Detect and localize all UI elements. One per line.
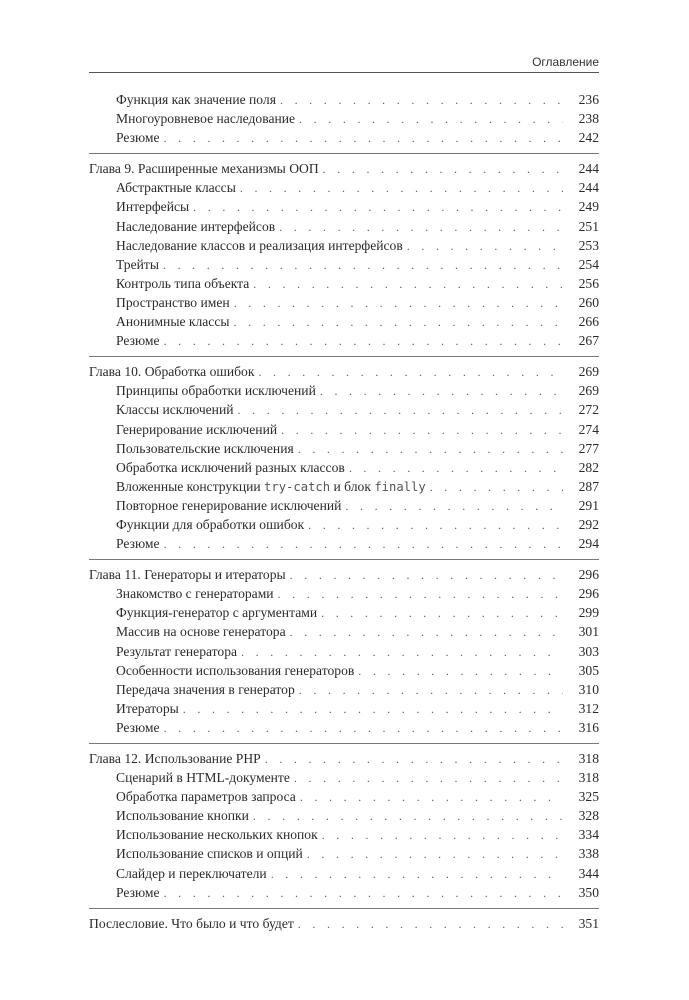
toc-entry-title: Функции для обработки ошибок [116,516,305,532]
page-number: 251 [578,218,599,234]
page-number: 316 [578,719,599,735]
toc-entry[interactable] [89,584,599,603]
toc-entry-title [116,477,430,496]
toc-entry[interactable] [89,293,599,312]
page-number: 253 [578,237,599,253]
page-number: 266 [578,314,599,330]
dot-leader [253,807,563,825]
page-number: 325 [578,789,599,805]
dot-leader [298,915,563,933]
page-number: 351 [578,915,599,931]
dot-leader [258,363,563,381]
toc-entry[interactable] [89,400,599,419]
toc-entry-title: Пользовательские исключения [116,440,294,456]
dot-leader [290,623,563,641]
page-number: 249 [578,199,599,215]
toc-entry[interactable] [89,603,599,622]
dot-leader [322,826,563,844]
dot-leader [234,294,563,312]
page-number: 272 [578,402,599,418]
toc-entry[interactable] [89,844,599,863]
toc-section [89,559,599,743]
dot-leader [241,643,563,661]
page-number: 238 [578,111,599,127]
dot-leader [280,91,563,109]
toc-entry-title: Знакомство с генераторами [116,586,274,602]
dot-leader [163,256,563,274]
dot-leader [307,845,563,863]
toc-entry[interactable] [89,420,599,439]
dot-leader [278,585,563,603]
dot-leader [407,237,563,255]
dot-leader [279,218,563,236]
toc-entry[interactable] [89,496,599,515]
toc-entry-title: Использование списков и опций [116,846,303,862]
page-number: 274 [578,421,599,437]
toc-entry[interactable] [89,381,599,400]
dot-leader [321,604,563,622]
code-fragment: try-catch [264,479,331,494]
toc-entry[interactable] [89,312,599,331]
dot-leader [240,179,563,197]
page-number: 277 [578,440,599,456]
toc-entry[interactable] [89,90,599,109]
toc-entry-title: Абстрактные классы [116,180,236,196]
toc-entry-title: Массив на основе генератора [116,624,286,640]
dot-leader [299,110,563,128]
page-number: 303 [578,643,599,659]
page-number: 310 [578,681,599,697]
page-number: 334 [578,827,599,843]
toc-entry[interactable] [89,217,599,236]
running-head: Оглавление [532,55,599,69]
header-rule [89,72,599,73]
toc-entry[interactable] [89,642,599,661]
toc-entry[interactable] [89,787,599,806]
toc-entry-title: Обработка исключений разных классов [116,459,345,475]
toc-entry-title: Резюме [116,130,160,146]
page-number: 244 [578,180,599,196]
dot-leader [349,459,563,477]
page-number: 296 [578,567,599,583]
toc-entry[interactable] [89,439,599,458]
dot-leader [183,700,563,718]
dot-leader [323,160,563,178]
toc-section [89,153,599,356]
code-fragment: finally [374,479,426,494]
toc-entry[interactable] [89,534,599,553]
toc-entry-title: Наследование классов и реализация интерфейсов [116,237,403,253]
dot-leader [430,478,563,496]
page-number: 282 [578,459,599,475]
page-number: 294 [578,536,599,552]
page-number: 328 [578,808,599,824]
dot-leader [281,421,563,439]
toc-section [89,743,599,908]
page-number: 338 [578,846,599,862]
toc-entry[interactable] [89,680,599,699]
toc-entry-title: Резюме [116,333,160,349]
toc-entry-title: Слайдер и переключатели [116,865,267,881]
toc-entry-title: Генерирование исключений [116,421,278,437]
toc-entry[interactable] [89,477,599,496]
dot-leader [164,719,563,737]
toc-entry-title: Контроль типа объекта [116,275,250,291]
toc-entry[interactable] [89,197,599,216]
page-number: 296 [578,586,599,602]
toc-entry-title: Классы исключений [116,402,234,418]
page-number: 291 [578,497,599,513]
toc-entry-title: Принципы обработки исключений [116,383,316,399]
page-number: 305 [578,662,599,678]
dot-leader [320,382,563,400]
toc-entry[interactable] [89,458,599,477]
page-number: 292 [578,516,599,532]
toc-chapter[interactable] [89,914,599,933]
dot-leader [358,662,563,680]
toc-entry[interactable] [89,515,599,534]
toc-entry-title: Интерфейсы [116,199,190,215]
toc-entry-title: Многоуровневое наследование [116,111,296,127]
dot-leader [308,516,563,534]
dot-leader [290,566,563,584]
toc-section [89,88,599,153]
page-number: 254 [578,256,599,272]
toc-entry-title: Особенности использования генераторов [116,662,355,678]
toc-entry[interactable] [89,236,599,255]
dot-leader [238,401,563,419]
dot-leader [345,497,563,515]
page-number: 244 [578,161,599,177]
dot-leader [294,769,563,787]
dot-leader [271,865,563,883]
page-number: 269 [578,383,599,399]
page-number: 236 [578,92,599,107]
toc-entry-title: Анонимные классы [116,314,230,330]
page-number: 312 [578,700,599,716]
dot-leader [164,884,563,902]
toc-entry-title: Резюме [116,719,160,735]
page-number: 301 [578,624,599,640]
toc-entry-title: Резюме [116,536,160,552]
toc-section [89,908,599,939]
toc-entry[interactable] [89,768,599,787]
toc-entry[interactable] [89,718,599,737]
toc-entry[interactable] [89,128,599,147]
dot-leader [164,535,563,553]
dot-leader [300,788,563,806]
toc-entry-title: Повторное генерирование исключений [116,497,342,513]
dot-leader [298,440,563,458]
toc-entry-title: Использование кнопки [116,808,249,824]
page-number: 256 [578,275,599,291]
toc-entry-title: Функция-генератор с аргументами [116,605,318,621]
table-of-contents [89,88,599,939]
toc-entry[interactable] [89,699,599,718]
dot-leader [193,198,563,216]
toc-chapter-title: Глава 9. Расширенные механизмы ООП [89,161,319,177]
toc-chapter[interactable] [89,362,599,381]
toc-entry[interactable] [89,331,599,350]
toc-entry-title: Резюме [116,884,160,900]
toc-chapter[interactable] [89,565,599,584]
toc-entry-title: Функция как значение поля [116,92,276,107]
toc-entry-title: Передача значения в генератор [116,681,295,697]
toc-chapter-title: Глава 12. Использование PHP [89,751,261,766]
toc-entry[interactable] [89,255,599,274]
dot-leader [299,681,563,699]
toc-entry[interactable] [89,825,599,844]
toc-entry-title: Наследование интерфейсов [116,218,276,234]
toc-entry-title: Пространство имен [116,294,230,310]
toc-chapter-title: Глава 11. Генераторы и итераторы [89,567,286,583]
page-number: 267 [578,333,599,349]
page-number: 260 [578,294,599,310]
page-number: 318 [578,751,599,766]
toc-entry[interactable] [89,864,599,883]
page-number: 287 [578,478,599,494]
toc-chapter-title: Послесловие. Что было и что будет [89,915,294,931]
page-number: 242 [578,130,599,146]
toc-entry[interactable] [89,178,599,197]
dot-leader [164,332,563,350]
dot-leader [265,750,563,768]
title-fragment: Вложенные конструкции [116,478,265,494]
toc-chapter[interactable] [89,749,599,768]
toc-entry-title: Трейты [116,256,159,272]
title-fragment: и блок [330,478,375,494]
toc-entry[interactable] [89,109,599,128]
dot-leader [234,313,563,331]
toc-entry[interactable] [89,883,599,902]
dot-leader [253,275,563,293]
dot-leader [164,129,563,147]
toc-chapter-title: Глава 10. Обработка ошибок [89,364,255,380]
toc-entry[interactable] [89,661,599,680]
toc-entry-title: Сценарий в HTML-документе [116,770,290,786]
toc-entry-title: Использование нескольких кнопок [116,827,318,843]
toc-entry[interactable] [89,622,599,641]
page-number: 318 [578,770,599,786]
toc-chapter[interactable] [89,159,599,178]
page-number: 269 [578,364,599,380]
toc-entry-title: Обработка параметров запроса [116,789,296,805]
page-number: 350 [578,884,599,900]
toc-section [89,356,599,559]
page-number: 344 [578,865,599,881]
page-number: 299 [578,605,599,621]
toc-entry-title: Результат генератора [116,643,238,659]
toc-entry-title: Итераторы [116,700,179,716]
toc-entry[interactable] [89,806,599,825]
toc-entry[interactable] [89,274,599,293]
